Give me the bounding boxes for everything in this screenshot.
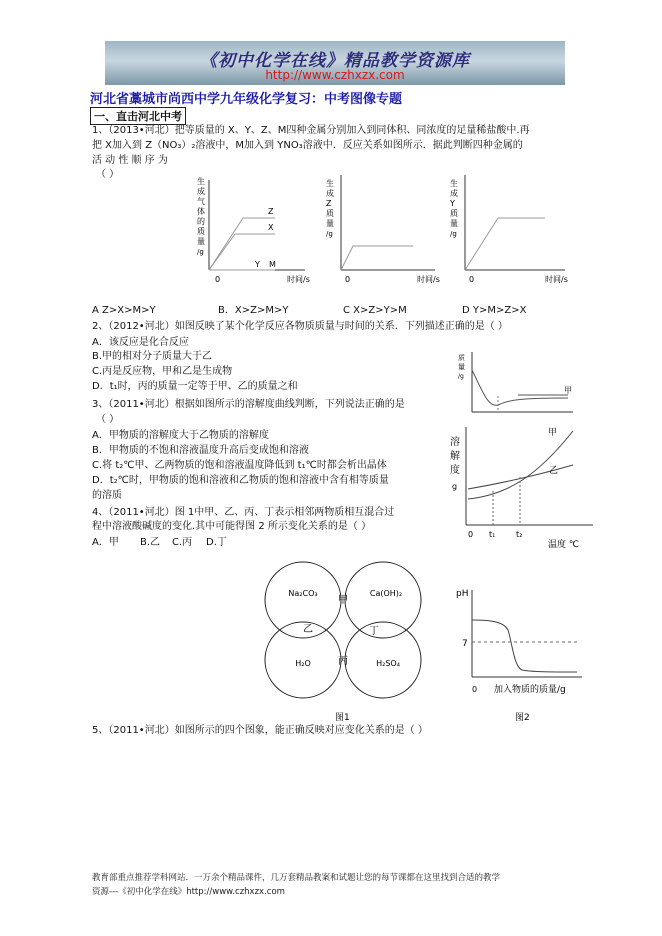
q1-g1-label-x: X (268, 223, 274, 232)
q1-graph3 (465, 175, 565, 270)
q1-g3-xlabel: 时间/s (545, 275, 568, 284)
q1-g2-ylabel-1: 成 (326, 189, 334, 198)
q3-g-ylabel-3: g (452, 482, 458, 491)
q1-graphs (195, 170, 595, 295)
q1-g1-ylabel-6: 量 (197, 237, 205, 246)
q3-g-ylabel-0: 溶 (450, 437, 460, 448)
q3-g-t1: t₁ (489, 530, 496, 539)
q2-g-ylabel-0: 质 (458, 354, 465, 362)
q3-g-ylabel-2: 度 (450, 465, 460, 476)
q1-graph2 (341, 175, 435, 270)
q4-figure2-caption: 图2 (515, 713, 530, 723)
q4-region-jia: 甲 (338, 595, 348, 606)
q2-g-label: 甲 (564, 386, 572, 395)
q4-option-b: B.乙 (140, 537, 161, 548)
q3-g-curve-b: 乙 (549, 466, 559, 476)
q1-g3-ylabel-5: /g (450, 230, 457, 238)
q4-option-d: D.丁 (206, 537, 227, 548)
q4-fig2-ylabel: pH (456, 589, 469, 599)
q1-g1-ylabel-1: 成 (197, 187, 205, 196)
q1-graph1 (209, 180, 305, 270)
q1-g1-ylabel-0: 生 (197, 177, 205, 186)
q4-option-c: C.丙 (172, 537, 193, 548)
section-heading: 一、直击河北中考 (90, 107, 186, 125)
q1-g2-ylabel-3: 质 (326, 209, 334, 218)
q1-g3-origin: 0 (469, 275, 475, 284)
q4-circle-h2so4: H₂SO₄ (376, 659, 400, 668)
header-banner (105, 41, 565, 85)
q4-fig2-origin: 0 (472, 685, 478, 694)
q3-stem: 3、（2011•河北）根据如图所示的溶解度曲线判断，下列说法正确的是 (92, 399, 405, 410)
q4-line2: 程中溶液酸碱度的变化.其中可能得图 2 所示变化关系的是（ ） (92, 521, 372, 532)
q2-g-ylabel-1: 量 (458, 363, 465, 371)
q2-option-c: C.丙是反应物，甲和乙是生成物 (92, 366, 233, 377)
q1-option-b: B．X>Z>M>Y (218, 305, 289, 316)
q1-line2: 把 X加入到 Z（NO₃）₂溶液中，M加入到 YNO₃溶液中．反应关系如图所示．据此判断四种金属的 (92, 140, 523, 151)
q4-region-ding: 丁 (369, 626, 379, 637)
q4-region-yi: 乙 (303, 624, 313, 635)
q1-option-a: A Z>X>M>Y (92, 305, 156, 316)
banner-url[interactable]: http://www.czhxzx.com (265, 68, 405, 82)
q1-g2-xlabel: 时间/s (417, 275, 440, 284)
q4-circle-na2co3: Na₂CO₃ (288, 589, 318, 598)
q1-g1-ylabel-2: 气 (197, 197, 205, 206)
q3-option-c: C.将 t₂℃甲、乙两物质的饱和溶液温度降低到 t₁℃时都会析出晶体 (92, 460, 387, 471)
q1-answer-paren: （ ） (96, 169, 120, 180)
q4-option-a: A．甲 (92, 537, 119, 548)
q2-graph (458, 350, 578, 420)
q1-g3-ylabel-2: Y (450, 199, 455, 208)
q3-g-origin: 0 (468, 530, 474, 539)
q4-figure1 (258, 560, 438, 725)
q4-circle-caoh2: Ca(OH)₂ (369, 589, 403, 598)
q1-g1-xlabel: 时间/s (287, 275, 310, 284)
q1-g3-ylabel-3: 质 (450, 209, 458, 218)
q1-option-d: D Y>M>Z>X (462, 305, 527, 316)
footer-line2[interactable]: 资源---《初中化学在线》http://www.czhxzx.com (92, 887, 285, 897)
q2-option-d: D．t₁时，丙的质量一定等于甲、乙的质量之和 (92, 381, 298, 392)
q1-line1: 1、（2013•河北）把等质量的 X、Y、Z、M四种金属分别加入到同体积、同浓度的足量稀盐酸中.再 (92, 125, 530, 136)
q1-g2-ylabel-0: 生 (326, 179, 334, 188)
q1-g1-label-z: Z (268, 207, 274, 216)
q2-option-b: B.甲的相对分子质量大于乙 (92, 351, 213, 362)
q4-region-bing: 丙 (338, 656, 348, 667)
q1-g2-origin: 0 (345, 275, 351, 284)
q1-g1-label-y: Y (255, 260, 260, 269)
q4-circle-h2o: H₂O (295, 659, 311, 668)
q1-g1-ylabel-5: 质 (197, 227, 205, 236)
q4-fig2-xlabel: 加入物质的质量/g (494, 685, 566, 695)
q1-g2-ylabel-5: /g (326, 230, 333, 238)
q1-line3: 活 动 性 顺 序 为 (92, 155, 168, 166)
banner-title: 《初中化学在线》精品教学资源库 (200, 51, 470, 71)
q1-g3-ylabel-0: 生 (450, 179, 458, 188)
q4-line1: 4、（2011•河北）图 1中甲、乙、丙、丁表示相邻两物质相互混合过 (92, 507, 395, 518)
q3-option-b: B．甲物质的不饱和溶液温度升高后变成饱和溶液 (92, 445, 309, 456)
q1-g3-ylabel-4: 量 (450, 219, 458, 228)
q2-option-a: A．该反应是化合反应 (92, 337, 189, 348)
q3-g-curve-a: 甲 (548, 428, 558, 438)
q1-g3-ylabel-1: 成 (450, 189, 458, 198)
q1-g2-ylabel-4: 量 (326, 219, 334, 228)
footer-line1: 教育部重点推荐学科网站．一万余个精品课件，几万套精品教案和试题让您的每节课都在这里找到合适的教学 (92, 873, 501, 883)
q3-g-t2: t₂ (516, 530, 523, 539)
q2-g-ylabel-2: /g (458, 373, 464, 380)
q4-figure1-caption: 图1 (335, 713, 350, 723)
q3-g-xlabel: 温度 ℃ (548, 540, 579, 550)
document-title: 河北省藁城市尚西中学九年级化学复习：中考图像专题 (90, 92, 403, 107)
q1-g1-ylabel-3: 体 (197, 207, 205, 216)
q2-stem: 2、（2012•河北）如图反映了某个化学反应各物质质量与时间的关系．下列描述正确的是（ ） (92, 321, 508, 332)
q5-stem: 5、（2011•河北）如图所示的四个图象，能正确反映对应变化关系的是（ ） (92, 725, 428, 736)
q3-option-d-cont: 的溶质 (92, 490, 122, 501)
q4-fig2-ph-mark: 7 (462, 639, 468, 649)
q1-g1-ylabel-4: 的 (197, 217, 205, 226)
q1-g1-label-m: M (269, 260, 276, 269)
q1-g1-ylabel-7: /g (197, 248, 204, 256)
q1-option-c: C X>Z>Y>M (343, 305, 407, 316)
q3-graph (448, 425, 598, 550)
q1-g1-origin: 0 (215, 275, 221, 284)
q3-answer-paren: （ ） (96, 414, 120, 425)
q3-option-d: D．t₂℃时，甲物质的饱和溶液和乙物质的饱和溶液中含有相等质量 (92, 475, 389, 486)
q3-option-a: A．甲物质的溶解度大于乙物质的溶解度 (92, 430, 269, 441)
q1-g2-ylabel-2: Z (326, 199, 332, 208)
q4-figure2 (452, 582, 592, 724)
q3-g-ylabel-1: 解 (450, 451, 460, 462)
